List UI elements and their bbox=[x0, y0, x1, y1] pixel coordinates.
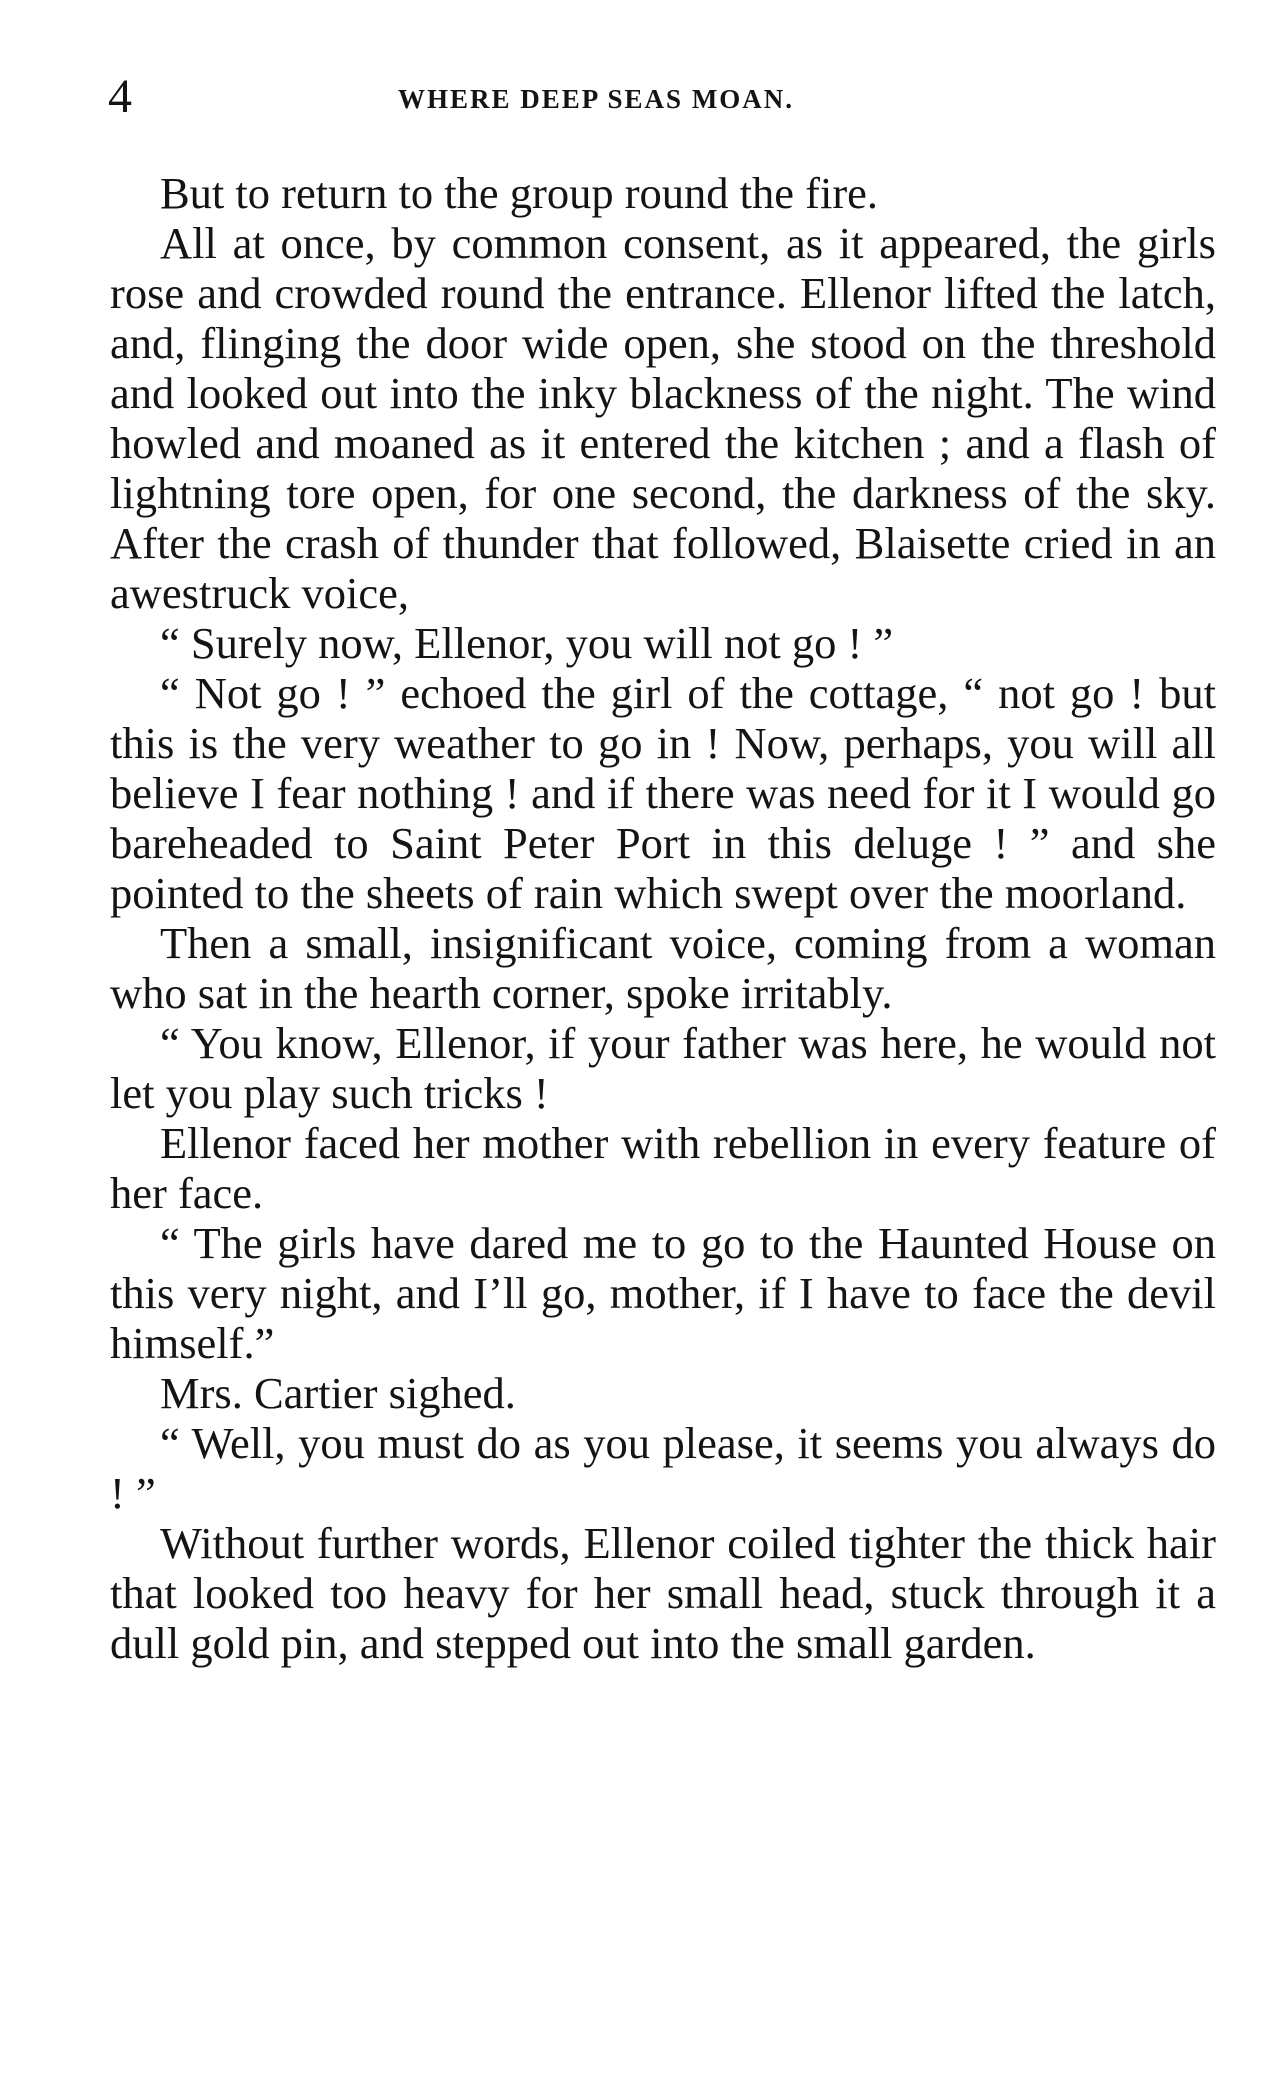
page-header bbox=[108, 72, 1218, 122]
paragraph: “ You know, Ellenor, if your father was here, he would not let you play such tricks ! bbox=[110, 1018, 1216, 1118]
paragraph: “ Not go ! ” echoed the girl of the cottage, “ not go ! but this is the very weather to go in ! Now, perhaps, you will all believe I fear nothing ! and if there was need for it I would go bareheaded to Saint Peter Port in this deluge ! ” and she pointed to the sheets of rain which swept over the moorland. bbox=[110, 668, 1216, 918]
paragraph: “ Well, you must do as you please, it seems you always do ! ” bbox=[110, 1418, 1216, 1518]
paragraph: “ Surely now, Ellenor, you will not go ! ” bbox=[160, 618, 894, 668]
body-text bbox=[110, 168, 1216, 1668]
paragraph: Ellenor faced her mother with rebellion in every feature of her face. bbox=[110, 1118, 1216, 1218]
paragraph: All at once, by common consent, as it appeared, the girls rose and crowded round the entrance. Ellenor lifted the latch, and, flinging the door wide open, she stood on the threshold and looked out into the inky blackness of the night. The wind howled and moaned as it entered the kitchen ; and a flash of lightning tore open, for one second, the darkness of the sky. After the crash of thunder that followed, Blaisette cried in an awestruck voice, bbox=[110, 218, 1216, 618]
paragraph: “ The girls have dared me to go to the Haunted House on this very night, and I’ll go, mother, if I have to face the devil himself.” bbox=[110, 1218, 1216, 1368]
paragraph: But to return to the group round the fire. bbox=[160, 168, 879, 218]
running-head: WHERE DEEP SEAS MOAN. bbox=[398, 84, 795, 114]
page-number: 4 bbox=[108, 70, 132, 123]
paragraph: Then a small, insignificant voice, coming from a woman who sat in the hearth corner, spoke irritably. bbox=[110, 918, 1216, 1018]
paragraph: Mrs. Cartier sighed. bbox=[160, 1368, 516, 1418]
paragraph: Without further words, Ellenor coiled tighter the thick hair that looked too heavy for her small head, stuck through it a dull gold pin, and stepped out into the small garden. bbox=[110, 1518, 1216, 1668]
